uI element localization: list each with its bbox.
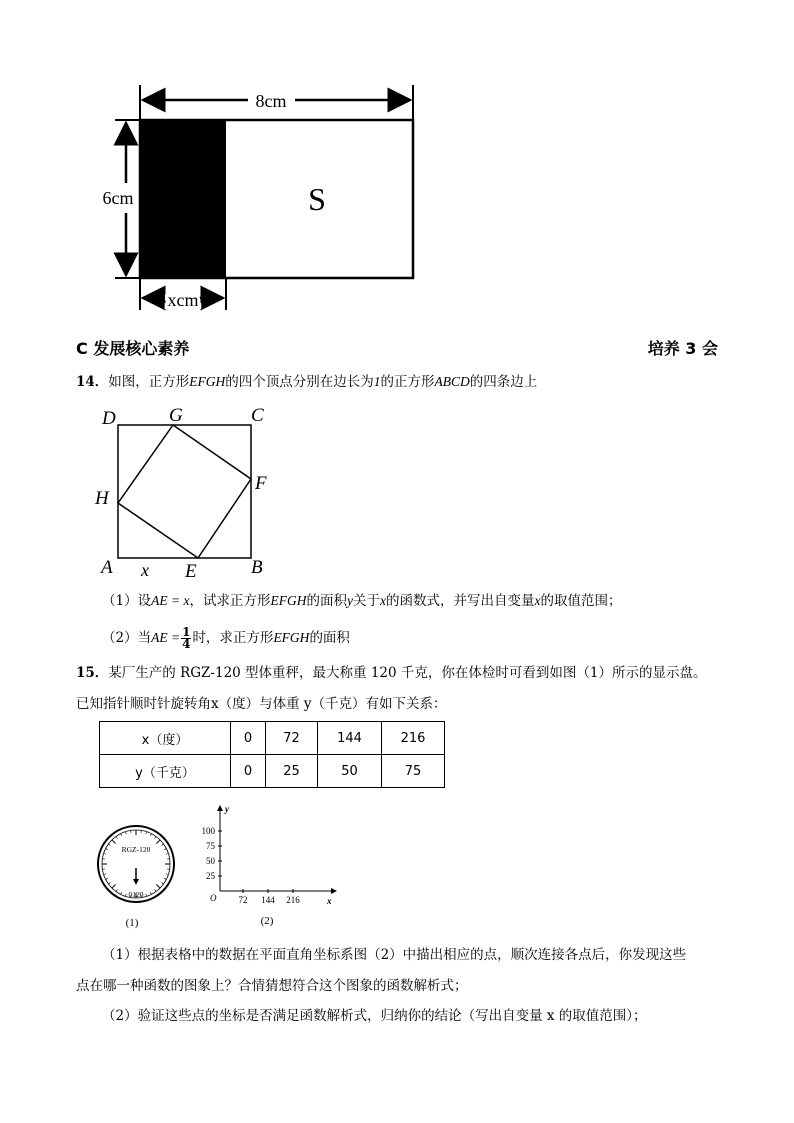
label-x: x [141,560,149,580]
y-tick-label: 50 [206,856,215,866]
table-cell: 0 [231,722,266,755]
table-header-x: x（度） [100,722,231,755]
table-row [100,755,445,788]
y-axis-label: y [225,804,229,814]
x-tick-label: 216 [286,895,300,905]
q15-part1-line2: 点在哪一种函数的图象上？合情猜想符合这个图象的函数解析式； [76,978,468,994]
label-e: E [185,561,197,582]
table-cell: 216 [382,722,445,755]
square-abcd [118,425,251,558]
shaded-strip [140,120,226,278]
table-row [100,722,445,755]
section-title: C 发展核心素养 [76,339,190,358]
y-tick-label: 75 [206,841,215,851]
fraction-one-quarter: $\frac{1}{4}$ [182,625,191,651]
square-figure [92,400,282,582]
q14-part2: （2）当AE = $\frac{1}{4}$ 时，求正方形EFGH的面积 [102,625,350,651]
table-cell: 72 [266,722,318,755]
section-tag: 培养 3 会 [647,339,718,358]
q15-part2: （2）验证这些点的坐标是否满足函数解析式，归纳你的结论（写出自变量 x 的取值范围）； [102,1008,647,1024]
coordinate-axes-figure [196,800,342,932]
q14-number: 14． [76,374,109,390]
dial-caption: (1) [125,917,139,929]
q14-stem: 14．如图，正方形EFGH的四个顶点分别在边长为1的正方形ABCD的四条边上 [76,374,538,390]
dial-model: RGZ-120 [121,845,151,854]
x-tick-label: 144 [261,895,275,905]
label-b: B [251,557,263,578]
region-s-label: S [308,181,326,217]
scale-dial-figure [94,822,180,932]
table-header-y: y（千克） [100,755,231,788]
rectangle-figure [90,80,430,320]
label-g: G [169,405,183,426]
y-tick-label: 100 [201,826,215,836]
q14-part1: （1）设AE = x，试求正方形EFGH的面积y关于x的函数式，并写出自变量x的取值范围； [102,593,622,609]
label-a: A [101,557,113,578]
table-cell: 75 [382,755,445,788]
label-f: F [255,473,267,494]
square-efgh [118,425,251,558]
dial-zero-mark: 0120 [128,890,144,899]
table-cell: 144 [318,722,382,755]
data-table [99,721,445,788]
x-tick-label: 72 [238,895,248,905]
left-dimension-label: 6cm [102,188,134,208]
label-d: D [102,408,116,429]
bottom-dimension-label: xcm [167,290,199,310]
top-dimension-label: 8cm [255,91,287,111]
origin-label: O [210,893,217,903]
label-h: H [95,488,109,509]
q15-line1: 15．某厂生产的 RGZ-120 型体重秤，最大称重 120 千克，你在体检时可看到如图（1）所示的显示盘。 [76,665,707,681]
y-tick-label: 25 [206,871,215,881]
axes-caption: (2) [260,915,274,927]
q15-line2: 已知指针顺时针旋转角x（度）与体重 y（千克）有如下关系： [76,696,447,712]
q15-number: 15． [76,665,109,681]
y-tick-group [202,826,223,881]
table-cell: 25 [266,755,318,788]
table-cell: 50 [318,755,382,788]
q15-part1-line1: （1）根据表格中的数据在平面直角坐标系图（2）中描出相应的点，顺次连接各点后，你发现这些 [102,947,687,963]
x-axis-label: x [327,896,332,906]
label-c: C [251,405,264,426]
table-cell: 0 [231,755,266,788]
section-header [76,336,718,359]
